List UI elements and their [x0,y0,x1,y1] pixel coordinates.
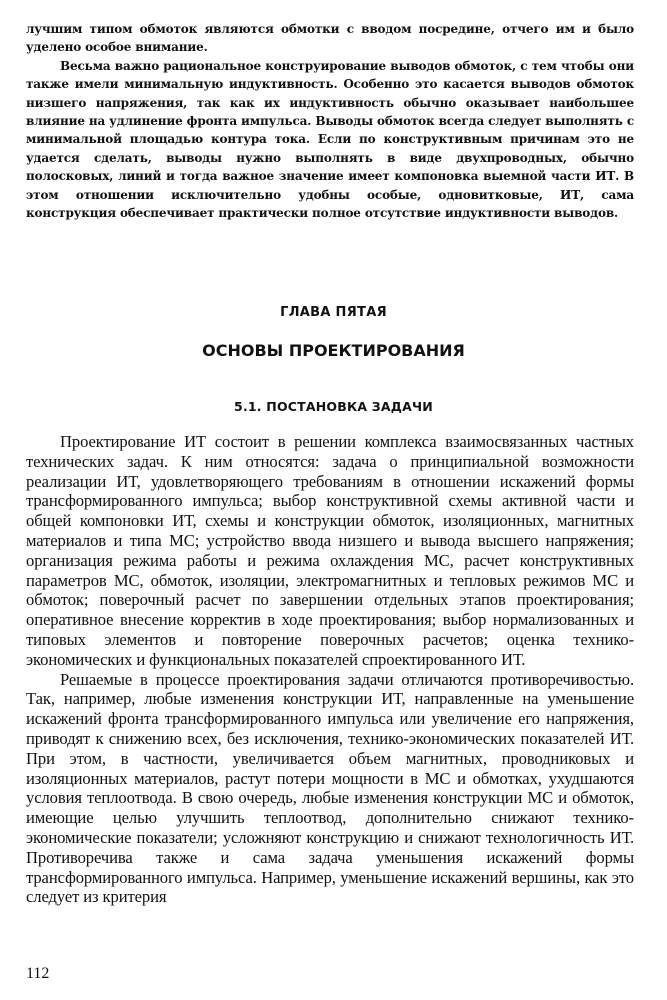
body-paragraph-design-tasks: Проектирование ИТ состоит в решении комплекса взаимосвязанных частных технических задач. К ним относятся: задача о принципиальной возможности реализации ИТ, удовлетворяющего требованиям в отношении искажений формы трансформированного импульса; выбор конструктивной схемы активной части и общей компоновки ИТ, схемы и конструкции обмоток, изоляционных, магнитных материалов и типа МС; устройство ввода низшего и вывода высшего напряжения; организация режима работы и режима охлаждения МС, расчет конструктивных параметров МС, обмоток, изоляции, электромагнитных и тепловых режимов МС и обмоток; поверочный расчет по завершении отдельных этапов проектирования; оперативное внесение корректив в ходе проектирования; выбор нормализованных и типовых элементов и повторение поверочных расчетов; оценка технико-экономических и функциональных показателей спроектированного ИТ. [26,432,634,669]
body-paragraph-contradictions: Решаемые в процессе проектирования задачи отличаются противоречивостью. Так, например, любые изменения конструкции ИТ, направленные на уменьшение искажений фронта трансформированного импульса или увеличение его напряжения, приводят к снижению всех, без исключения, технико-экономических показателей ИТ. При этом, в частности, увеличивается объем магнитных, проводниковых и изоляционных материалов, растут потери мощности в МС и обмотках, ухудшаются условия теплоотвода. В свою очередь, любые изменения конструкции МС и обмоток, имеющие целью улучшить теплоотвод, дополнительно снижают технико-экономические показатели; усложняют конструкцию и снижают технологичность ИТ. Противоречива также и сама задача уменьшения искажений формы трансформированного импульса. Например, уменьшение искажений вершины, как это следует из критерия [26,669,634,907]
chapter-title: ОСНОВЫ ПРОЕКТИРОВАНИЯ [202,341,465,360]
chapter-label: ГЛАВА ПЯТАЯ [280,305,387,320]
section-title: 5.1. ПОСТАНОВКА ЗАДАЧИ [234,399,433,414]
main-text-block [26,432,634,907]
page-number: 112 [26,965,50,982]
intro-paragraph-leads: Весьма важно рациональное конструирование выводов обмоток, с тем чтобы они также имели минимальную индуктивность. Особенно это касается выводов обмоток низшего напряжения, так как их индуктивность обычно оказывает наибольшее влияние на удлинение фронта импульса. Выводы обмоток всегда следует выполнять с минимальной площадью контура тока. Если по конструктивным причинам это не удается сделать, выводы нужно выполнять в виде двухпроводных, обычно полосковых, линий и тогда важное значение имеет компоновка выемной части ИТ. В этом отношении исключительно удобны особые, одновитковые, ИТ, сама конструкция обеспечивает практически полное отсутствие индуктивности выводов. [26,58,634,221]
intro-text-block [26,20,634,222]
intro-paragraph-continuation: лучшим типом обмоток являются обмотки с вводом посредине, отчего им и было уделено особое внимание. [26,22,634,55]
